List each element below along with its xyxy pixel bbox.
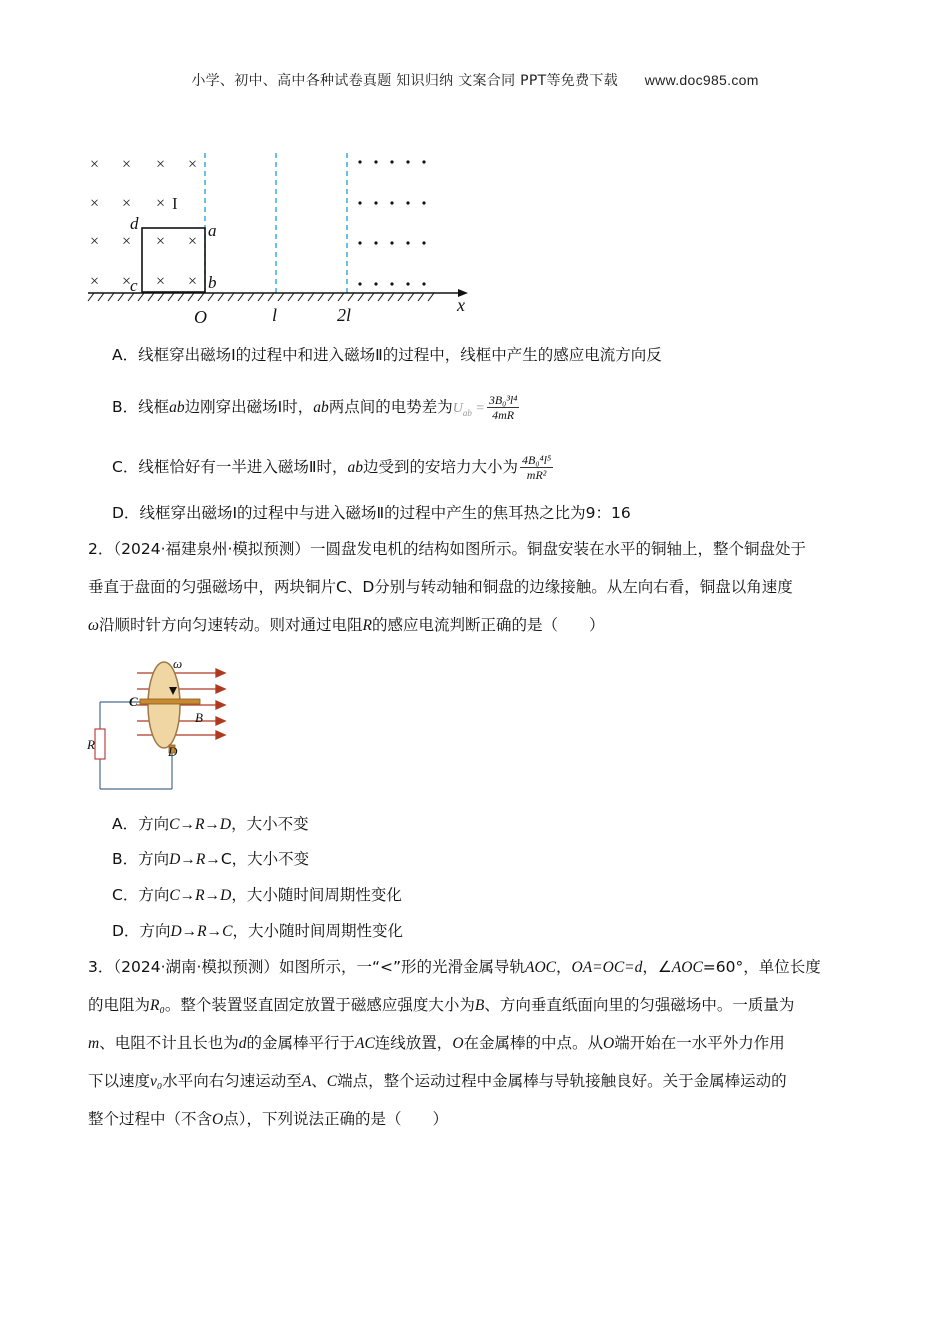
field-1-label: I	[172, 194, 178, 213]
label-omega: ω	[173, 656, 183, 671]
svg-text:×: ×	[90, 273, 100, 290]
label-resistor-r: R	[87, 737, 95, 752]
question-text: 。整个装置竖直固定放置于磁感应强度大小为	[164, 996, 475, 1014]
symbol-b: B	[474, 997, 485, 1014]
question-text: 的金属棒平行于	[246, 1034, 355, 1052]
header-text: 小学、初中、高中各种试卷真题 知识归纳 文案合同 PPT等免费下载	[191, 73, 618, 89]
option-letter: D．	[112, 504, 140, 522]
option-text: 线框	[138, 398, 170, 416]
axis-label-l: l	[272, 305, 278, 325]
symbol-oa-oc: OA=OC=d	[571, 959, 643, 976]
label-b: b	[208, 273, 217, 292]
question-number: 2．	[88, 540, 114, 558]
figure-disk-generator	[85, 655, 230, 790]
fraction-force: $\frac{\text{4B₀⁴l⁵}}{\text{mR²}}$	[521, 453, 552, 482]
current-path: D→R→	[169, 851, 221, 868]
question-text: 的感应电流判断正确的是（ ）	[371, 616, 605, 634]
svg-text:×: ×	[90, 156, 100, 173]
question-text: 垂直于盘面的匀强磁场中，两块铜片C、D分别与转动轴和铜盘的边缘接触。从左向右看，铜盘以角速度	[88, 578, 793, 596]
question-text: 端点，整个运动过程中金属棒与导轨接触良好。关于金属棒运动的	[337, 1072, 787, 1090]
label-b: B	[195, 710, 203, 725]
question-text: 、	[311, 1072, 327, 1090]
field-1-crosses	[90, 156, 197, 290]
symbol-r: R	[362, 617, 372, 634]
q1-option-d[interactable]	[112, 502, 631, 524]
symbol-a: A	[301, 1073, 312, 1090]
svg-text:×: ×	[156, 156, 166, 173]
symbol-ab: ab	[347, 459, 363, 476]
option-letter: A．	[112, 346, 139, 364]
question-text: 一圆盘发电机的结构如图所示。铜盘安装在水平的铜轴上，整个铜盘处于	[309, 540, 806, 558]
svg-text:×: ×	[156, 273, 166, 290]
q3-stem-line2	[88, 994, 794, 1017]
svg-text:×: ×	[122, 273, 132, 290]
option-letter: A．	[112, 815, 139, 833]
current-path: C→R→D	[169, 887, 232, 904]
symbol-r0: R₀	[150, 997, 165, 1014]
copper-disk	[148, 662, 180, 748]
symbol-o: O	[452, 1035, 464, 1052]
q2-option-c[interactable]	[112, 884, 402, 907]
q3-stem-line4	[88, 1070, 787, 1093]
q3-stem-line3	[88, 1032, 785, 1055]
option-letter: B．	[112, 850, 139, 868]
axis-label-o: O	[194, 307, 207, 327]
question-text: 整个过程中（不含	[88, 1110, 213, 1128]
question-text: 、电阻不计且长也为	[99, 1034, 239, 1052]
option-letter: B．	[112, 398, 139, 416]
option-text: ，大小不变	[231, 850, 310, 868]
question-text: 水平向右匀速运动至	[162, 1072, 302, 1090]
header-url[interactable]: www.doc985.com	[644, 72, 759, 88]
q2-option-b[interactable]	[112, 848, 309, 871]
question-text: 点），下列说法正确的是（ ）	[223, 1110, 448, 1128]
option-text: ，大小随时间周期性变化	[231, 886, 402, 904]
question-source: （2024·湖南·模拟预测）	[113, 958, 279, 976]
question-text: 下以速度	[88, 1072, 151, 1090]
svg-text:×: ×	[156, 233, 166, 250]
option-text: 线框穿出磁场Ⅰ的过程中和进入磁场Ⅱ的过程中，线框中产生的感应电流方向反	[138, 346, 662, 364]
symbol-c: C	[326, 1073, 338, 1090]
copper-axle	[140, 699, 200, 704]
q2-option-d[interactable]	[112, 920, 403, 943]
q1-option-c[interactable]	[112, 453, 553, 482]
label-c: C	[129, 694, 138, 709]
q2-option-a[interactable]	[112, 813, 309, 836]
question-source: （2024·福建泉州·模拟预测）	[113, 540, 310, 558]
svg-text:×: ×	[188, 156, 198, 173]
svg-text:×: ×	[156, 195, 166, 212]
svg-text:×: ×	[188, 233, 198, 250]
question-text: 如图所示，一“<”形的光滑金属导轨	[278, 958, 525, 976]
axis-label-2l: 2l	[337, 305, 352, 325]
q1-option-a[interactable]	[112, 344, 662, 366]
svg-text:×: ×	[122, 195, 132, 212]
label-d: d	[130, 214, 139, 233]
label-d: D	[168, 744, 178, 759]
symbol-d: d	[238, 1035, 247, 1052]
option-text: ，大小不变	[231, 815, 309, 833]
q1-option-b[interactable]	[112, 393, 519, 424]
figure-magnetic-field-loop	[80, 145, 480, 330]
symbol-m: m	[88, 1035, 100, 1052]
symbol-omega: ω	[88, 617, 99, 634]
q3-stem-line1	[88, 956, 821, 979]
q2-stem-line2	[88, 576, 793, 598]
symbol-ab: ab	[313, 399, 329, 416]
fraction-uab: $\frac{\text{3B₀³l⁴}}{4mR}$	[488, 393, 518, 422]
option-text: 方向	[139, 922, 171, 940]
question-number: 3．	[88, 958, 114, 976]
question-text: 沿顺时针方向匀速转动。则对通过电阻	[98, 616, 363, 634]
symbol-o: O	[212, 1111, 224, 1128]
question-text: 在金属棒的中点。从	[463, 1034, 604, 1052]
question-text: ，∠	[642, 958, 672, 976]
option-text: 方向	[138, 815, 170, 833]
ground-hatching	[88, 293, 434, 301]
svg-text:×: ×	[90, 233, 100, 250]
option-text: 边刚穿出磁场Ⅰ时，	[184, 398, 314, 416]
page-header	[0, 70, 950, 90]
current-path-tail: C	[220, 850, 232, 868]
label-a: a	[208, 221, 217, 240]
option-letter: C．	[112, 458, 139, 476]
option-text: 两点间的电势差为	[328, 398, 453, 416]
option-text: 线框恰好有一半进入磁场Ⅱ时，	[138, 458, 348, 476]
question-text: 连线放置，	[374, 1034, 453, 1052]
symbol-ac: AC	[354, 1035, 375, 1052]
option-text: 边受到的安培力大小为	[362, 458, 518, 476]
current-path: C→R→D	[169, 816, 232, 833]
question-text: =60°，单位长度	[702, 958, 821, 976]
question-text: 的电阻为	[88, 996, 151, 1014]
symbol-ab: ab	[169, 399, 185, 416]
option-text: ，大小随时间周期性变化	[232, 922, 403, 940]
option-letter: D．	[112, 922, 140, 940]
q2-stem-line1	[88, 538, 806, 560]
symbol-aoc: AOC	[525, 959, 556, 976]
option-text: 方向	[138, 886, 170, 904]
resistor	[95, 729, 105, 759]
q2-stem-line3	[88, 614, 604, 637]
question-text: 、方向垂直纸面向里的匀强磁场中。一质量为	[484, 996, 795, 1014]
svg-text:×: ×	[90, 195, 100, 212]
q3-stem-line5	[88, 1108, 448, 1131]
question-text: 端开始在一水平外力作用	[614, 1034, 785, 1052]
axis-label-x: x	[457, 295, 465, 315]
svg-text:×: ×	[122, 156, 132, 173]
option-text: 线框穿出磁场Ⅰ的过程中与进入磁场Ⅱ的过程中产生的焦耳热之比为9：16	[139, 504, 631, 522]
option-letter: C．	[112, 886, 139, 904]
symbol-aoc: AOC	[671, 959, 703, 976]
option-text: 方向	[138, 850, 170, 868]
question-text: ，	[556, 958, 572, 976]
svg-text:×: ×	[188, 273, 198, 290]
current-path: D→R→C	[170, 923, 233, 940]
svg-text:×: ×	[122, 233, 132, 250]
symbol-uab: $U_{ab}$ =	[452, 401, 485, 418]
label-c: c	[130, 276, 138, 295]
symbol-v0: v₀	[150, 1073, 163, 1090]
field-2-dots	[358, 160, 425, 285]
symbol-o: O	[603, 1035, 615, 1052]
